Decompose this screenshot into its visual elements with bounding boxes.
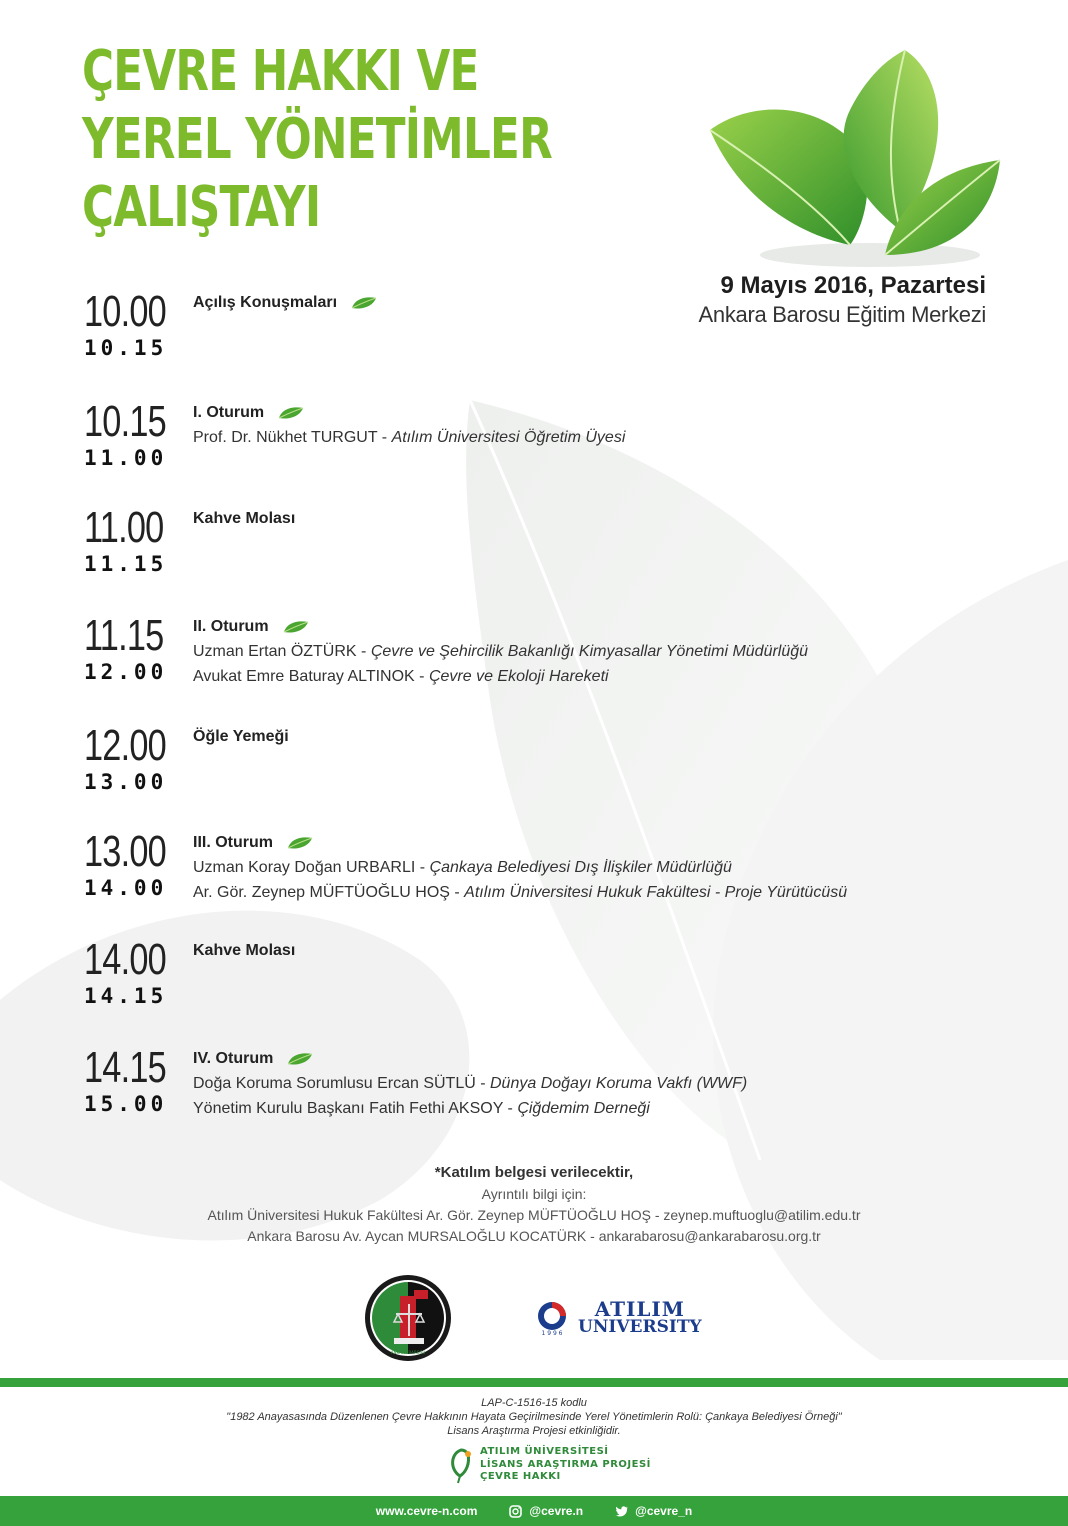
speaker-affiliation: Çevre ve Ekoloji Hareketi xyxy=(428,668,609,685)
slot-content xyxy=(193,726,973,748)
slot-start-time: 11.00 xyxy=(84,503,164,552)
slot-content xyxy=(193,508,973,530)
speaker-line xyxy=(193,1098,973,1120)
project-title: "1982 Anayasasında Düzenlenen Çevre Hakkının Hayata Geçirilmesinde Yerel Yönetimlerin Rolü: Çankaya Belediyesi Örneği" xyxy=(226,1411,842,1423)
slot-start-time: 10.15 xyxy=(84,397,166,446)
title-line-2: YEREL YÖNETİMLER xyxy=(82,107,552,172)
slot-time xyxy=(84,721,174,794)
project-description: Lisans Araştırma Projesi etkinliğidir. xyxy=(447,1425,621,1437)
slot-start-time: 11.15 xyxy=(84,611,164,660)
slot-title: Kahve Molası xyxy=(193,942,296,959)
partner-logos xyxy=(0,1274,1068,1364)
slot-time xyxy=(84,397,174,470)
slot-content xyxy=(193,402,973,449)
slot-time xyxy=(84,935,174,1008)
project-code: LAP-C-1516-15 kodlu xyxy=(481,1397,587,1409)
slot-title: Kahve Molası xyxy=(193,510,296,527)
atilim-logo-line-1: ATILIM xyxy=(594,1297,685,1321)
slot-title: Açılış Konuşmaları xyxy=(193,294,338,311)
slot-content xyxy=(193,616,973,688)
instagram-handle[interactable]: @cevre.n xyxy=(529,1504,584,1518)
project-logo xyxy=(448,1446,651,1484)
slot-content xyxy=(193,832,973,904)
speaker-line xyxy=(193,882,973,904)
speaker-affiliation: Çiğdemim Derneği xyxy=(517,1100,650,1117)
footer-twitter[interactable] xyxy=(615,1504,692,1518)
speaker-affiliation: Atılım Üniversitesi Hukuk Fakültesi - Proje Yürütücüsü xyxy=(464,884,848,901)
project-logo-line-2: LİSANS ARAŞTIRMA PROJESİ xyxy=(480,1458,651,1470)
slot-end-time: 11.15 xyxy=(84,552,168,576)
slot-start-time: 14.00 xyxy=(84,935,166,984)
slot-time xyxy=(84,827,174,900)
slot-end-time: 11.00 xyxy=(84,446,168,470)
footer-instagram[interactable] xyxy=(509,1504,583,1518)
footer-bar xyxy=(0,1496,1068,1526)
contact-line-2: Ankara Barosu Av. Aycan MURSALOĞLU KOCATÜRK - ankarabarosu@ankarabarosu.org.tr xyxy=(247,1228,821,1244)
speaker-affiliation: Çevre ve Şehircilik Bakanlığı Kimyasallar Yönetimi Müdürlüğü xyxy=(370,643,809,660)
ankara-barosu-logo xyxy=(364,1274,452,1362)
slot-title: IV. Oturum xyxy=(193,1050,274,1067)
leaf-icon xyxy=(287,836,313,850)
speaker-affiliation: Çankaya Belediyesi Dış İlişkiler Müdürlüğü xyxy=(429,859,732,876)
contact-line-1: Atılım Üniversitesi Hukuk Fakültesi Ar. Gör. Zeynep MÜFTÜOĞLU HOŞ - zeynep.muftuoglu@atilim.edu.tr xyxy=(207,1207,861,1223)
speaker-line xyxy=(193,666,973,688)
slot-content xyxy=(193,940,973,962)
leaf-icon xyxy=(283,620,309,634)
twitter-icon xyxy=(615,1505,628,1518)
leaf-icon xyxy=(351,296,377,310)
slot-time xyxy=(84,1043,174,1116)
slot-title: Öğle Yemeği xyxy=(193,728,289,745)
project-logo-line-3: ÇEVRE HAKKI xyxy=(480,1471,561,1483)
page-title xyxy=(82,38,552,242)
atilim-emblem-icon xyxy=(534,1300,570,1336)
slot-start-time: 14.15 xyxy=(84,1043,166,1092)
event-venue: Ankara Barosu Eğitim Merkezi xyxy=(698,302,986,327)
slot-content xyxy=(193,292,973,314)
project-logo-line-1: ATILIM ÜNİVERSİTESİ xyxy=(480,1446,609,1458)
speaker-line xyxy=(193,1073,973,1095)
atilim-logo-line-2: UNIVERSITY xyxy=(578,1317,702,1337)
speaker-line xyxy=(193,857,973,879)
slot-start-time: 10.00 xyxy=(84,287,166,336)
slot-end-time: 14.15 xyxy=(84,984,168,1008)
divider-band xyxy=(0,1378,1068,1387)
project-leaf-icon xyxy=(448,1446,474,1484)
event-date: 9 Mayıs 2016, Pazartesi xyxy=(720,272,986,299)
slot-end-time: 10.15 xyxy=(84,336,168,360)
hero-leaves-illustration xyxy=(700,40,1020,280)
speaker-affiliation: Atılım Üniversitesi Öğretim Üyesi xyxy=(391,429,626,446)
slot-start-time: 13.00 xyxy=(84,827,166,876)
leaf-icon xyxy=(287,1052,313,1066)
atilim-university-logo xyxy=(534,1297,702,1337)
speaker-name: Uzman Koray Doğan URBARLI - xyxy=(193,859,430,876)
slot-end-time: 12.00 xyxy=(84,660,168,684)
twitter-handle[interactable]: @cevre_n xyxy=(635,1504,693,1518)
slot-title: I. Oturum xyxy=(193,404,265,421)
leaf-icon xyxy=(278,406,304,420)
speaker-affiliation: Dünya Doğayı Koruma Vakfı (WWF) xyxy=(490,1075,748,1092)
baro-caption: ANKARA BAROSU xyxy=(390,1350,426,1355)
footer-website[interactable] xyxy=(376,1504,478,1518)
speaker-name: Uzman Ertan ÖZTÜRK - xyxy=(193,643,371,660)
speaker-name: Doğa Koruma Sorumlusu Ercan SÜTLÜ - xyxy=(193,1075,490,1092)
speaker-name: Prof. Dr. Nükhet TURGUT - xyxy=(193,429,392,446)
slot-title: III. Oturum xyxy=(193,834,273,851)
contact-notes xyxy=(0,1164,1068,1244)
speaker-line xyxy=(193,641,973,663)
title-line-3: ÇALIŞTAYI xyxy=(82,175,321,240)
info-heading: Ayrıntılı bilgi için: xyxy=(481,1186,587,1202)
speaker-name: Ar. Gör. Zeynep MÜFTÜOĞLU HOŞ - xyxy=(193,884,465,901)
slot-end-time: 13.00 xyxy=(84,770,168,794)
slot-end-time: 15.00 xyxy=(84,1092,168,1116)
slot-time xyxy=(84,611,174,684)
speaker-name: Yönetim Kurulu Başkanı Fatih Fethi AKSOY - xyxy=(193,1100,518,1117)
speaker-name: Avukat Emre Baturay ALTINOK - xyxy=(193,668,429,685)
atilim-year: 1 9 9 6 xyxy=(541,1330,563,1336)
instagram-icon xyxy=(509,1505,522,1518)
website-link[interactable]: www.cevre-n.com xyxy=(375,1504,478,1518)
speaker-line xyxy=(193,427,973,449)
slot-time xyxy=(84,287,174,360)
title-line-1: ÇEVRE HAKKI VE xyxy=(82,39,479,104)
certificate-note: *Katılım belgesi verilecektir, xyxy=(434,1164,634,1181)
slot-time xyxy=(84,503,174,576)
slot-start-time: 12.00 xyxy=(84,721,166,770)
slot-end-time: 14.00 xyxy=(84,876,168,900)
slot-title: II. Oturum xyxy=(193,618,269,635)
project-info xyxy=(0,1396,1068,1438)
slot-content xyxy=(193,1048,973,1120)
